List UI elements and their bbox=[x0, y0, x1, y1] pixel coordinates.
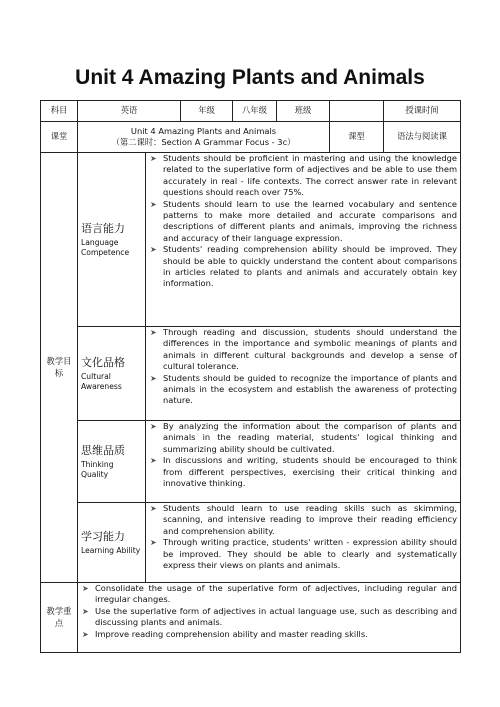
points-cell bbox=[146, 327, 461, 421]
category-en: Learning Ability bbox=[81, 546, 141, 555]
point-list bbox=[81, 583, 457, 640]
list-item bbox=[149, 244, 457, 290]
lesson-title: Unit 4 Amazing Plants and Animals bbox=[130, 125, 277, 136]
triangle-bullet-icon: ➤ bbox=[150, 373, 157, 383]
point-text: Use the superlative form of adjectives in actual language use, such as describing and discussing plants and animals. bbox=[95, 605, 458, 628]
list-item bbox=[81, 583, 457, 606]
lesson-type-value: 语法与阅读课 bbox=[384, 122, 461, 153]
header-row bbox=[41, 101, 461, 122]
category-zh: 文化品格 bbox=[81, 356, 125, 369]
points-cell bbox=[146, 421, 461, 503]
objective-row-cultural bbox=[41, 327, 461, 421]
point-text: Students should be proficient in mastering and using the knowledge related to the superlative form of adjectives and be able to use them accurately in real - life contexts. The correct answer rate in relevant questions should reach over 75%. bbox=[163, 153, 458, 198]
category-zh: 语言能力 bbox=[81, 222, 125, 235]
objective-row-learning bbox=[41, 503, 461, 583]
lesson-title-cell bbox=[78, 122, 330, 153]
objectives-label: 教学目标 bbox=[41, 153, 78, 583]
grade-value: 八年级 bbox=[233, 101, 277, 122]
triangle-bullet-icon: ➤ bbox=[150, 456, 157, 466]
point-text: Students should learn to use reading skills such as skimming, scanning, and intensive reading to improve their reading efficiency and comprehension ability. bbox=[163, 503, 458, 536]
point-text: Students' reading comprehension ability should be improved. They should be able to quickly understand the content about comparisons in articles related to plants and animals and accurately obtain key information. bbox=[163, 244, 458, 289]
category-language bbox=[78, 153, 146, 327]
lesson-plan-table bbox=[40, 100, 461, 653]
list-item bbox=[81, 629, 457, 640]
triangle-bullet-icon: ➤ bbox=[82, 606, 89, 616]
triangle-bullet-icon: ➤ bbox=[150, 245, 157, 255]
category-cultural bbox=[78, 327, 146, 421]
triangle-bullet-icon: ➤ bbox=[150, 504, 157, 513]
class-value bbox=[330, 101, 384, 122]
category-learning bbox=[78, 503, 146, 583]
triangle-bullet-icon: ➤ bbox=[150, 154, 157, 163]
objective-row-language bbox=[41, 153, 461, 327]
objective-row-thinking bbox=[41, 421, 461, 503]
subject-label: 科目 bbox=[41, 101, 78, 122]
key-points-label: 教学重点 bbox=[41, 583, 78, 653]
list-item bbox=[149, 373, 457, 407]
triangle-bullet-icon: ➤ bbox=[150, 199, 157, 209]
lesson-section: （第二课时：Section A Grammar Focus - 3c） bbox=[111, 137, 296, 147]
point-text: In discussions and writing, students should be encouraged to think from different perspectives, exercising their critical thinking and innovative thinking. bbox=[163, 455, 458, 489]
lesson-label: 课堂 bbox=[41, 122, 78, 153]
points-cell bbox=[146, 153, 461, 327]
lesson-type-label: 课型 bbox=[330, 122, 384, 153]
grade-label: 年级 bbox=[181, 101, 233, 122]
list-item bbox=[149, 421, 457, 455]
category-thinking bbox=[78, 421, 146, 503]
category-en: Cultural Awareness bbox=[81, 372, 122, 391]
triangle-bullet-icon: ➤ bbox=[150, 422, 157, 431]
point-text: Students should be guided to recognize the importance of plants and animals in the ecosystem and establish the awareness of protecting nature. bbox=[163, 372, 458, 406]
category-zh: 学习能力 bbox=[81, 530, 125, 543]
triangle-bullet-icon: ➤ bbox=[150, 538, 157, 548]
point-text: Through reading and discussion, students should understand the differences in the importance and symbolic meanings of plants and animals in different cultural backgrounds and develop a sense of cultural tolerance. bbox=[163, 327, 458, 372]
triangle-bullet-icon: ➤ bbox=[82, 584, 89, 593]
key-points-row bbox=[41, 583, 461, 653]
points-cell bbox=[146, 503, 461, 583]
list-item bbox=[81, 606, 457, 629]
point-list bbox=[149, 327, 457, 407]
point-list bbox=[149, 421, 457, 489]
point-list bbox=[149, 503, 457, 571]
lesson-row bbox=[41, 122, 461, 153]
list-item bbox=[149, 537, 457, 571]
point-text: Students should learn to use the learned vocabulary and sentence patterns to make more detailed and accurate comparisons and descriptions of different plants and animals, improving the richness and accuracy of their language expression. bbox=[163, 198, 458, 243]
category-en: Language Competence bbox=[81, 238, 130, 257]
time-label: 授课时间 bbox=[384, 101, 461, 122]
page-title: Unit 4 Amazing Plants and Animals bbox=[75, 66, 425, 89]
class-label: 班级 bbox=[277, 101, 330, 122]
list-item bbox=[149, 455, 457, 489]
category-en: Thinking Quality bbox=[81, 460, 114, 479]
point-text: Improve reading comprehension ability and master reading skills. bbox=[95, 628, 368, 639]
point-text: By analyzing the information about the comparison of plants and animals in the reading material, students' logical thinking and summarizing ability should be cultivated. bbox=[163, 421, 458, 454]
triangle-bullet-icon: ➤ bbox=[82, 629, 89, 639]
subject-value: 英语 bbox=[78, 101, 181, 122]
triangle-bullet-icon: ➤ bbox=[150, 328, 157, 337]
list-item bbox=[149, 199, 457, 245]
list-item bbox=[149, 327, 457, 373]
list-item bbox=[149, 503, 457, 537]
list-item bbox=[149, 153, 457, 199]
point-text: Through writing practice, students' written - expression ability should be improved. They should be able to clearly and systematically express their views on plants and animals. bbox=[163, 537, 458, 571]
points-cell bbox=[78, 583, 461, 653]
point-text: Consolidate the usage of the superlative form of adjectives, including regular and irregular changes. bbox=[95, 583, 458, 605]
point-list bbox=[149, 153, 457, 290]
category-zh: 思维品质 bbox=[81, 444, 125, 457]
